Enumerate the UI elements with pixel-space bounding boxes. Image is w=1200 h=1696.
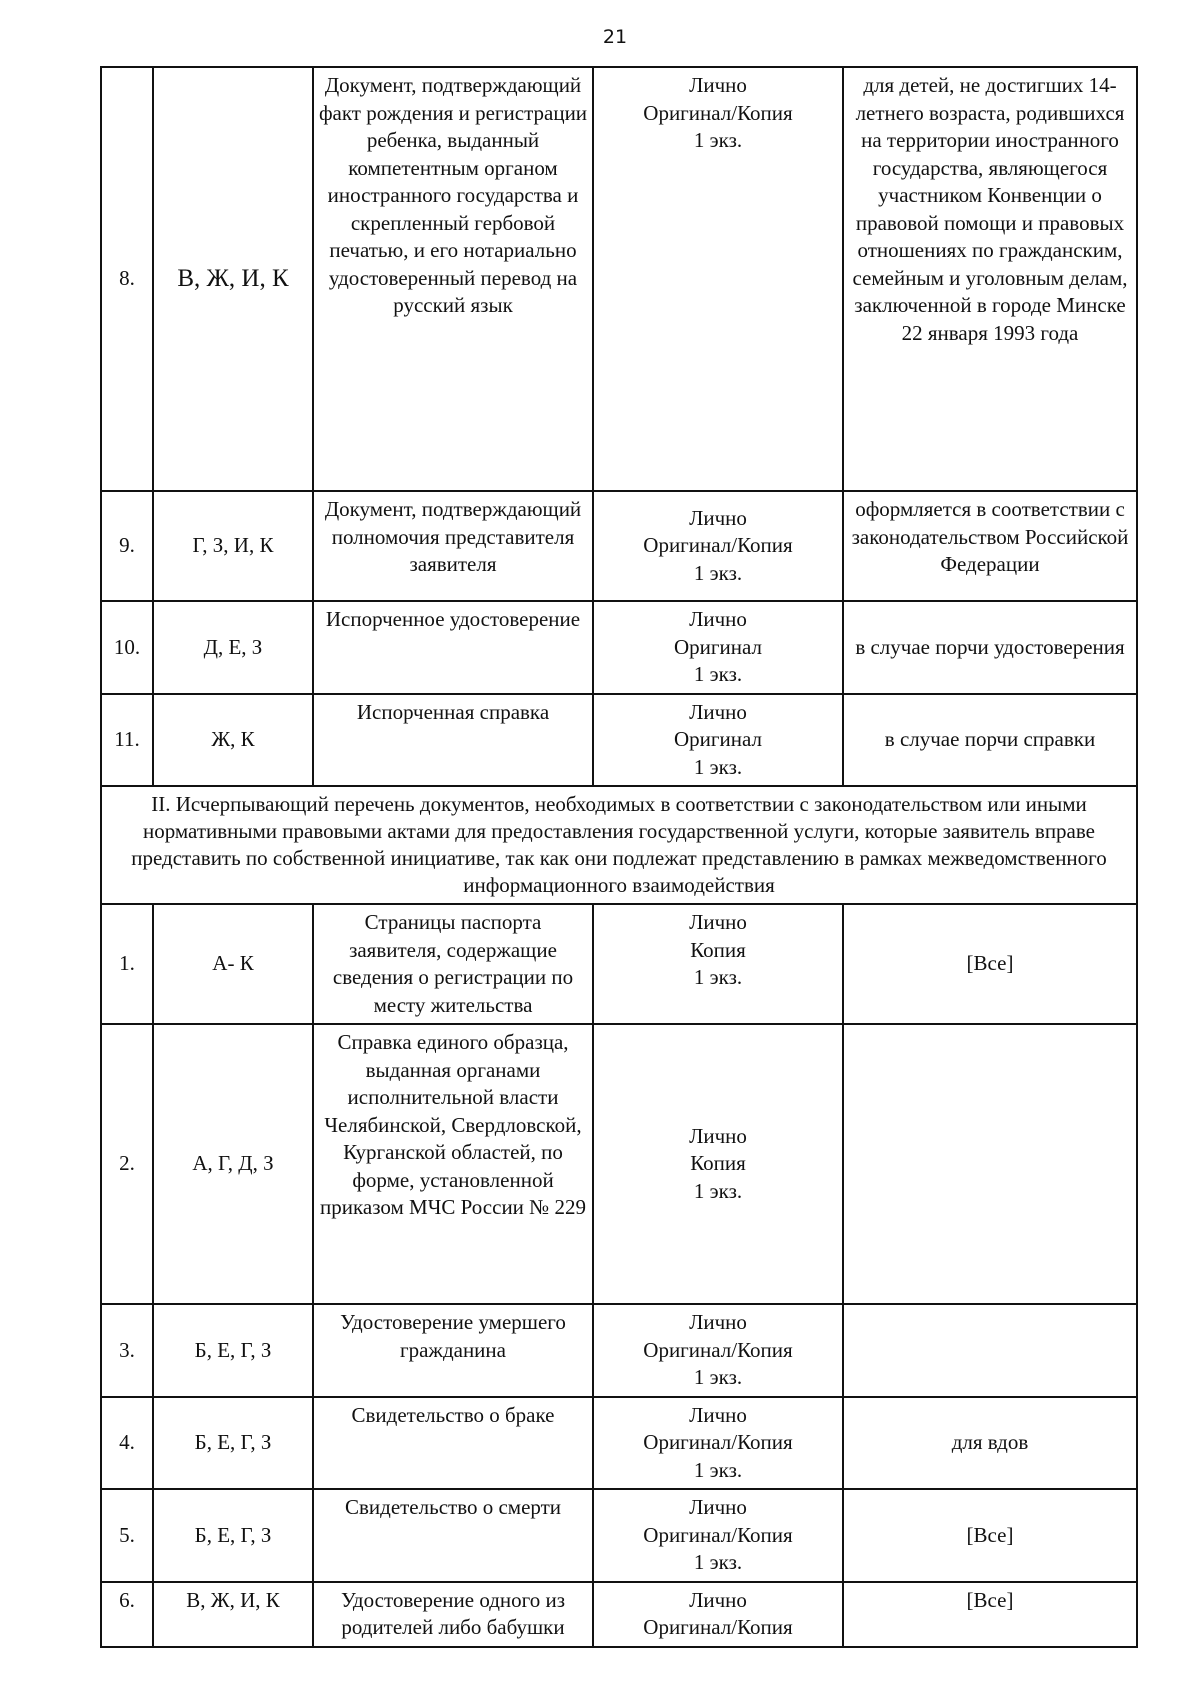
section-heading-row [101, 786, 1137, 904]
submission-form: Копия [690, 937, 746, 962]
row-number: 3. [101, 1304, 153, 1397]
submission-form: Оригинал [674, 727, 762, 751]
submission-mode: Лично [689, 1402, 747, 1427]
table-row [101, 1304, 1137, 1397]
table-row [101, 491, 1137, 601]
document-name: Документ, подтверждающий полномочия представителя заявителя [313, 491, 593, 601]
row-number: 2. [101, 1024, 153, 1304]
submission-mode: Лично [689, 1123, 747, 1148]
submission-method [593, 1304, 843, 1397]
submission-copies: 1 экз. [693, 128, 743, 152]
document-name: Испорченное удостоверение [313, 601, 593, 694]
document-name: Справка единого образца, выданная органами исполнительной власти Челябинской, Свердловской, Курганской областей, по форме, установленной приказом МЧС России № 229 [313, 1024, 593, 1304]
table-row [101, 904, 1137, 1024]
row-number: 1. [101, 904, 153, 1024]
applicant-categories: Д, Е, З [153, 601, 313, 694]
row-number: 10. [101, 601, 153, 694]
submission-mode: Лично [689, 1587, 747, 1612]
submission-mode: Лично [689, 73, 747, 97]
note: [Все] [843, 1489, 1137, 1582]
row-number: 8. [101, 67, 153, 491]
note: в случае порчи справки [843, 694, 1137, 787]
document-name: Испорченная справка [313, 694, 593, 787]
table-row [101, 1489, 1137, 1582]
table-row [101, 1582, 1137, 1647]
submission-form: Оригинал/Копия [643, 1522, 793, 1547]
applicant-categories: Б, Е, Г, З [153, 1304, 313, 1397]
submission-form: Оригинал/Копия [643, 533, 793, 558]
applicant-categories: Б, Е, Г, З [153, 1489, 313, 1582]
submission-mode: Лично [689, 910, 747, 934]
document-name: Удостоверение умершего гражданина [313, 1304, 593, 1397]
row-number: 6. [101, 1582, 153, 1647]
note: в случае порчи удостоверения [843, 601, 1137, 694]
submission-form: Оригинал/Копия [643, 100, 793, 125]
note: оформляется в соответствии с законодательством Российской Федерации [843, 491, 1137, 601]
document-name: Свидетельство о смерти [313, 1489, 593, 1582]
note: [Все] [843, 904, 1137, 1024]
note [843, 1304, 1137, 1397]
submission-form: Оригинал [674, 634, 762, 659]
table-row [101, 1397, 1137, 1490]
submission-copies: 1 экз. [693, 1457, 743, 1482]
submission-method [593, 1489, 843, 1582]
submission-mode: Лично [689, 1310, 747, 1334]
submission-copies: 1 экз. [693, 1550, 743, 1574]
submission-method [593, 1397, 843, 1490]
note: для детей, не достигших 14-летнего возраста, родившихся на территории иностранного государства, являющегося участником Конвенции о правовой помощи и правовых отношениях по гражданским, семейным и уголовным делам, заключенной в городе Минске 22 января 1993 года [843, 67, 1137, 491]
row-number: 4. [101, 1397, 153, 1490]
submission-method [593, 1024, 843, 1304]
applicant-categories: Г, З, И, К [153, 491, 313, 601]
submission-mode: Лично [689, 1495, 747, 1519]
document-name: Страницы паспорта заявителя, содержащие сведения о регистрации по месту жительства [313, 904, 593, 1024]
submission-copies: 1 экз. [693, 662, 743, 686]
submission-copies: 1 экз. [693, 1178, 743, 1203]
applicant-categories: В, Ж, И, К [153, 67, 313, 491]
submission-mode: Лично [689, 607, 747, 631]
submission-copies: 1 экз. [693, 1365, 743, 1389]
table-row [101, 601, 1137, 694]
submission-copies: 1 экз. [693, 560, 743, 585]
submission-form: Оригинал/Копия [643, 1430, 793, 1454]
submission-form: Оригинал/Копия [643, 1615, 793, 1639]
applicant-categories: В, Ж, И, К [153, 1582, 313, 1647]
applicant-categories: А- К [153, 904, 313, 1024]
note: для вдов [843, 1397, 1137, 1490]
submission-method [593, 694, 843, 787]
section-heading: II. Исчерпывающий перечень документов, необходимых в соответствии с законодательством или иными нормативными правовыми актами для предоставления государственной услуги, которые заявитель вправе представить по собственной инициативе, так как они подлежат представлению в рамках межведомственного информационного взаимодействия [101, 786, 1137, 904]
submission-method [593, 491, 843, 601]
table-row [101, 1024, 1137, 1304]
page-number: 21 [602, 26, 628, 48]
submission-copies: 1 экз. [693, 754, 743, 779]
row-number: 9. [101, 491, 153, 601]
row-number: 11. [101, 694, 153, 787]
submission-method [593, 904, 843, 1024]
applicant-categories: Б, Е, Г, З [153, 1397, 313, 1490]
document-name: Свидетельство о браке [313, 1397, 593, 1490]
row-number: 5. [101, 1489, 153, 1582]
submission-method [593, 67, 843, 491]
submission-form: Оригинал/Копия [643, 1337, 793, 1362]
submission-method [593, 1582, 843, 1647]
document-name: Документ, подтверждающий факт рождения и регистрации ребенка, выданный компетентным органом иностранного государства и скрепленный гербовой печатью, и его нотариально удостоверенный перевод на русский язык [313, 67, 593, 491]
applicant-categories: Ж, К [153, 694, 313, 787]
documents-table [100, 66, 1138, 1648]
submission-mode: Лично [689, 505, 747, 530]
submission-copies: 1 экз. [693, 965, 743, 989]
note [843, 1024, 1137, 1304]
submission-mode: Лично [689, 699, 747, 724]
applicant-categories: А, Г, Д, З [153, 1024, 313, 1304]
table-row [101, 694, 1137, 787]
table-row [101, 67, 1137, 491]
document-name: Удостоверение одного из родителей либо бабушки [313, 1582, 593, 1647]
note: [Все] [843, 1582, 1137, 1647]
submission-form: Копия [690, 1151, 746, 1176]
submission-method [593, 601, 843, 694]
